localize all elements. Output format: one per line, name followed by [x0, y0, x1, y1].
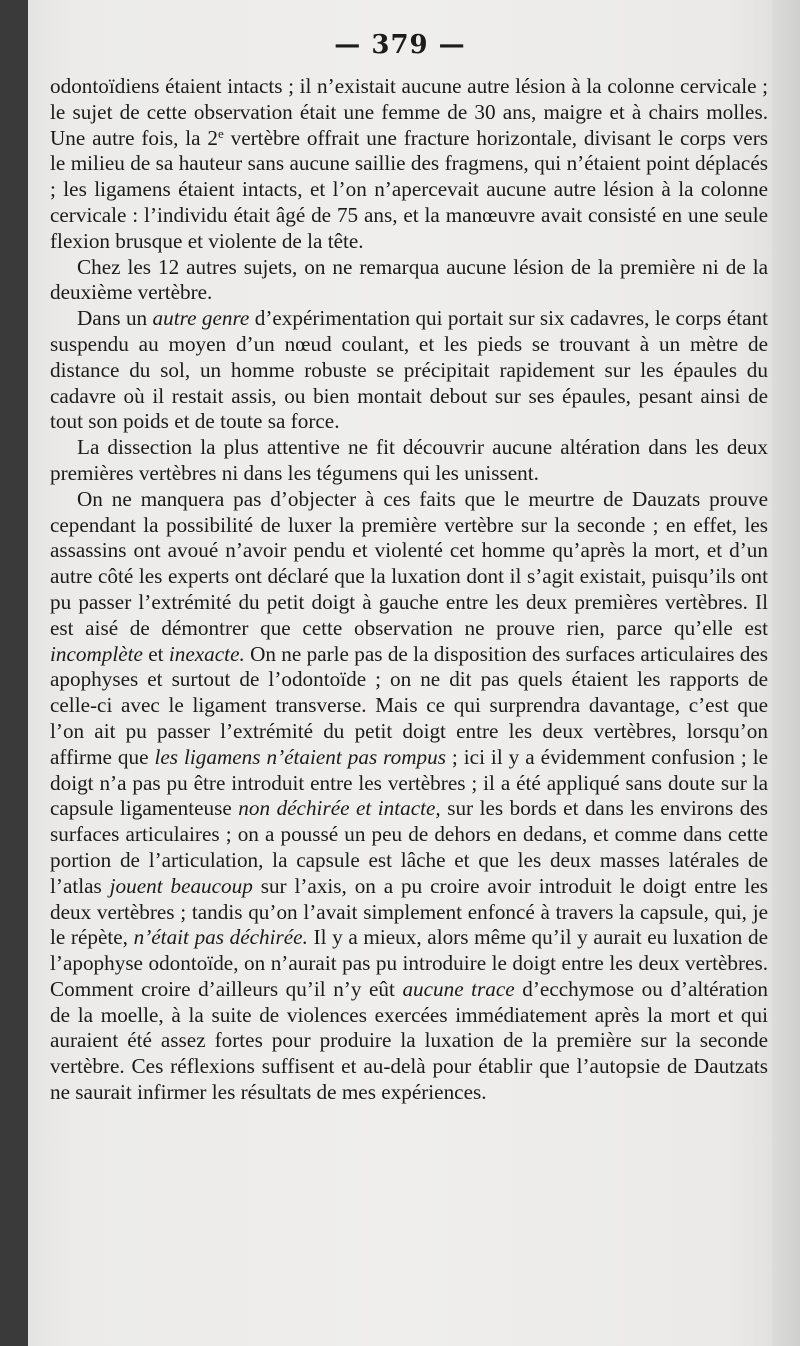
- paragraph-5-italic-6: n’était pas déchirée.: [133, 925, 308, 950]
- book-page: [28, 0, 772, 1346]
- paragraph-5-italic-5: jouent beaucoup: [109, 873, 253, 898]
- body-text: [50, 74, 768, 1106]
- paragraph-5-italic-3: les ligamens n’étaient pas rompus: [154, 744, 446, 769]
- paragraph-5-text-1: On ne manquera pas d’objecter à ces faits que le meurtre de Dauzats prouve cependant la possibilité de luxer la première vertèbre sur la seconde ; en effet, les assassins ont avoué n’avoir pendu et violenté cet homme qu’après la mort, et d’un autre côté les experts ont déclaré que la luxation dont il s’agit existait, puisqu’ils ont pu passer l’extrémité du petit doigt à gauche entre les deux premières vertèbres. Il est aisé de démontrer que cette observation ne prouve rien, parce qu’elle est: [50, 486, 768, 640]
- page-number: — 379 —: [334, 30, 466, 60]
- paragraph-5-text-6: sur l’axis, on a pu croire avoir introduit le doigt entre les deux vertèbres ; tandis qu’on l’avait simplement enfoncé à travers la capsule, qui, je le répète,: [50, 873, 768, 950]
- paragraph-3-text-a: Dans un: [77, 306, 153, 331]
- paragraph-5-text-2: et: [142, 641, 169, 666]
- paragraph-5-text-3: On ne parle pas de la disposition des surfaces articulaires des apophyses et surtout de l’odontoïde ; on ne dit pas quels étaient les rapports de celle-ci avec le ligament transverse. Mais ce qui surprendra davantage, c’est que l’on ait pu passer l’extrémité du petit doigt entre les deux vertèbres, lorsqu’on affirme que: [50, 641, 768, 769]
- paragraph-5-italic-1: incomplète: [50, 641, 143, 666]
- paragraph-2: Chez les 12 autres sujets, on ne remarqua aucune lésion de la première ni de la deuxième vertèbre.: [50, 254, 768, 305]
- ordinal-superscript: e: [218, 125, 224, 141]
- paragraph-1-text-b: vertèbre offrait une fracture horizontale, divisant le corps vers le milieu de sa hauteur sans aucune saillie des fragmens, qui n’étaient point déplacés ; les ligamens étaient intacts, et l’on n’apercevait aucune autre lésion à la colonne cervicale : l’individu était âgé de 75 ans, et la manœuvre avait consisté en une seule flexion brusque et violente de la tête.: [50, 125, 768, 253]
- paragraph-5-text-7: Il y a mieux, alors même qu’il y aurait eu luxation de l’apophyse odontoïde, on n’aurait pas pu introduire le doigt entre les deux vertèbres. Comment croire d’ailleurs qu’il n’y eût: [50, 925, 768, 1001]
- paragraph-4: La dissection la plus attentive ne fit découvrir aucune altération dans les deux premières vertèbres ni dans les tégumens qui les unissent.: [50, 435, 768, 485]
- paragraph-5-italic-7: aucune trace: [402, 976, 515, 1001]
- paragraph-1: [50, 74, 768, 255]
- paragraph-5-text-4: ; ici il y a évidemment confusion ; le doigt n’a pas pu être introduit entre les vertèbres ; il a été appliqué sans doute sur la capsule ligamenteuse: [50, 744, 768, 821]
- paragraph-5-italic-4: non déchirée et intacte,: [238, 796, 441, 821]
- paragraph-5-text-5: sur les bords et dans les environs des surfaces articulaires ; on a poussé un peu de dehors en dedans, et comme dans cette portion de l’articulation, la capsule est lâche et que les deux masses latérales de l’atlas: [50, 796, 768, 898]
- paragraph-1-text-a: odontoïdiens étaient intacts ; il n’existait aucune autre lésion à la colonne cervicale ; le sujet de cette observation était une femme de 30 ans, maigre et à chairs molles. Une autre fois, la 2: [50, 74, 768, 150]
- paragraph-3-italic: autre genre: [152, 306, 250, 331]
- page-edge: [772, 0, 800, 1346]
- paragraph-5: [50, 487, 768, 1106]
- paragraph-3-text-b: d’expérimentation qui portait sur six cadavres, le corps étant suspendu au moyen d’un nœud coulant, et les pieds se trouvant à un mètre de distance du sol, un homme robuste se précipitait rapidement sur les épaules du cadavre où il restait assis, ou bien montait debout sur ses épaules, pesant ainsi de tout son poids et de toute sa force.: [50, 306, 768, 434]
- paragraph-3: [50, 306, 768, 435]
- paragraph-5-italic-2: inexacte.: [168, 641, 245, 666]
- paragraph-5-text-8: d’ecchymose ou d’altération de la moelle, à la suite de violences exercées immédiatement après la mort et qui auraient été assez fortes pour produire la luxation de la première sur la seconde vertèbre. Ces réflexions suffisent et au-delà pour établir que l’autopsie de Dautzats ne saurait infirmer les résultats de mes expériences.: [50, 976, 768, 1105]
